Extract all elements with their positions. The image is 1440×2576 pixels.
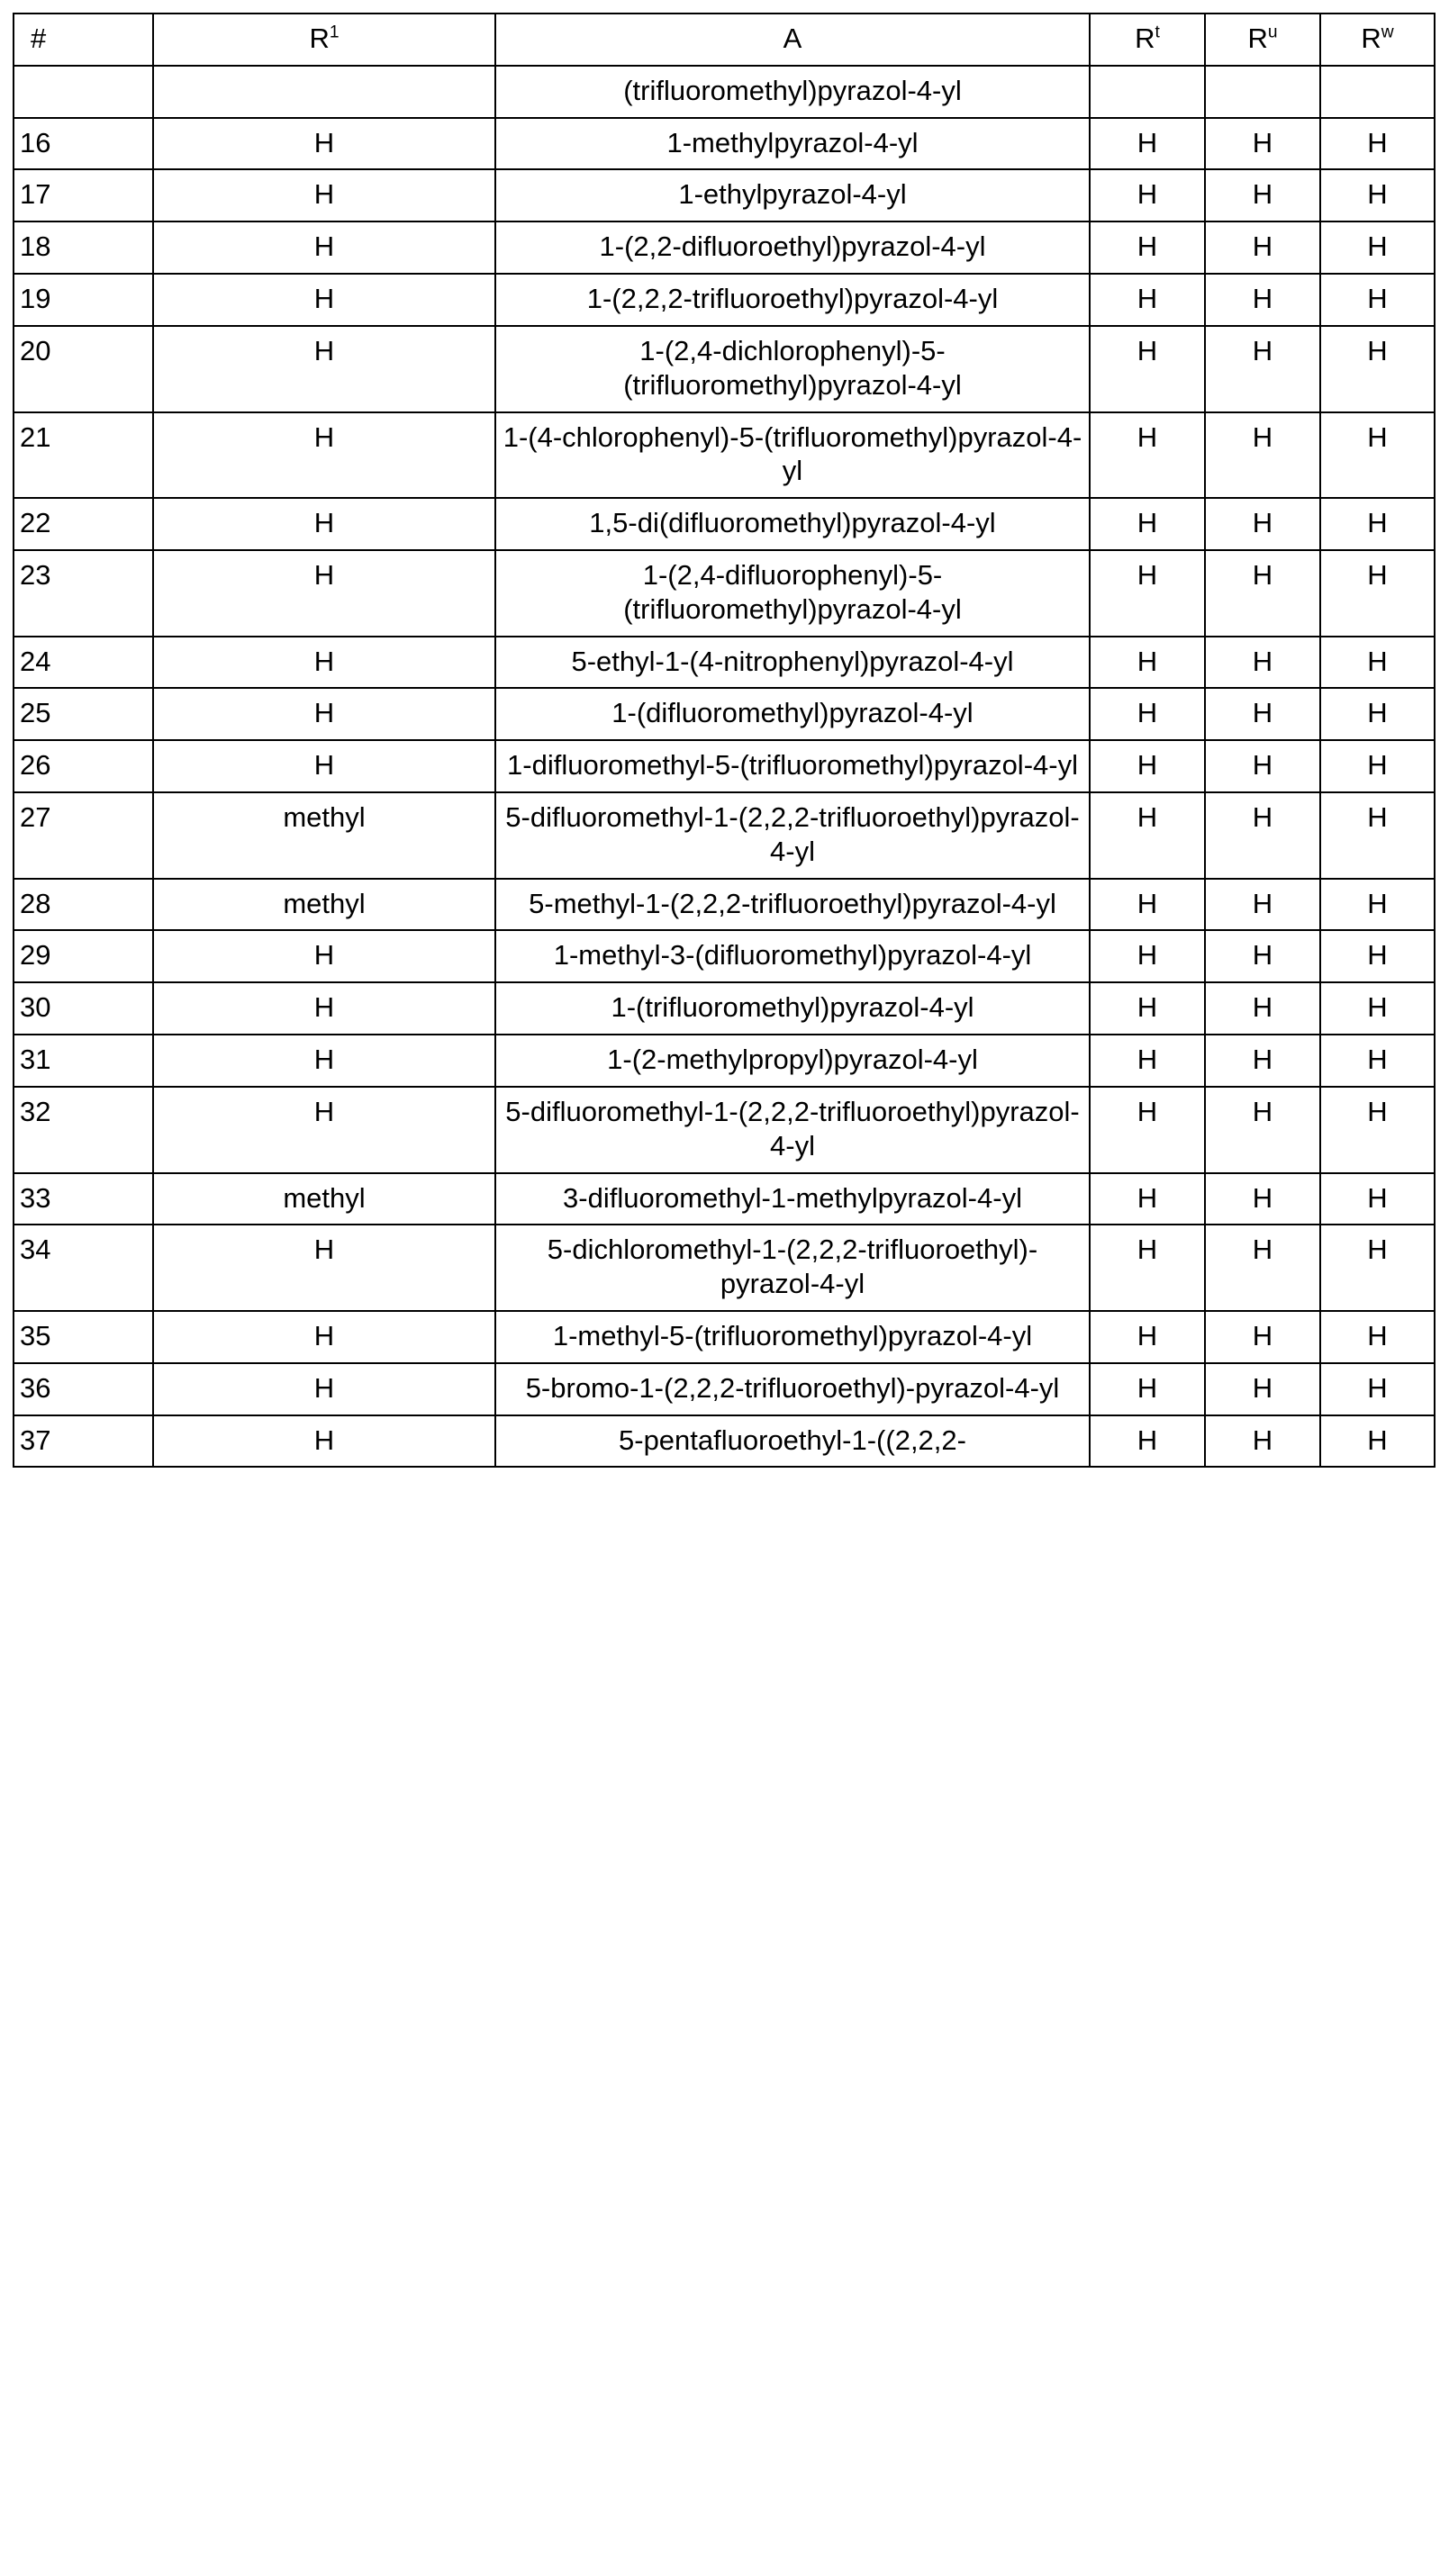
cell-r1: H: [153, 740, 495, 792]
table-row: [14, 740, 1435, 792]
table-row: [14, 550, 1435, 637]
cell-rt: H: [1090, 412, 1205, 499]
cell-number: 34: [14, 1225, 153, 1311]
substituent-table: [13, 13, 1435, 1468]
cell-number: 20: [14, 326, 153, 412]
cell-ru: H: [1205, 982, 1320, 1035]
cell-rt: H: [1090, 118, 1205, 170]
cell-a: 3-difluoromethyl-1-methylpyrazol-4-yl: [495, 1173, 1090, 1225]
cell-ru: H: [1205, 326, 1320, 412]
cell-rt: H: [1090, 1415, 1205, 1468]
cell-rt: H: [1090, 637, 1205, 689]
cell-number: 36: [14, 1363, 153, 1415]
cell-a: 1-(trifluoromethyl)pyrazol-4-yl: [495, 982, 1090, 1035]
cell-rt: H: [1090, 1173, 1205, 1225]
cell-rt: [1090, 66, 1205, 118]
cell-number: 24: [14, 637, 153, 689]
cell-rw: H: [1320, 982, 1435, 1035]
column-header-ru-superscript: u: [1267, 23, 1278, 42]
column-header-ru: $R^u$: [1205, 14, 1320, 66]
cell-a: 5-bromo-1-(2,2,2-trifluoroethyl)-pyrazol-4-yl: [495, 1363, 1090, 1415]
column-header-number: #: [14, 14, 153, 66]
cell-ru: H: [1205, 1225, 1320, 1311]
cell-a: 1-methyl-5-(trifluoromethyl)pyrazol-4-yl: [495, 1311, 1090, 1363]
cell-rt: H: [1090, 550, 1205, 637]
cell-r1: H: [153, 498, 495, 550]
cell-ru: H: [1205, 1173, 1320, 1225]
cell-number: 29: [14, 930, 153, 982]
cell-r1: methyl: [153, 792, 495, 879]
cell-number: 28: [14, 879, 153, 931]
cell-number: 32: [14, 1087, 153, 1173]
cell-a: 1-(difluoromethyl)pyrazol-4-yl: [495, 688, 1090, 740]
cell-ru: H: [1205, 274, 1320, 326]
cell-rw: H: [1320, 1415, 1435, 1468]
cell-ru: H: [1205, 1363, 1320, 1415]
cell-rt: H: [1090, 221, 1205, 274]
cell-number: 33: [14, 1173, 153, 1225]
cell-rt: H: [1090, 792, 1205, 879]
cell-a: 1-ethylpyrazol-4-yl: [495, 169, 1090, 221]
cell-ru: H: [1205, 1415, 1320, 1468]
cell-rw: H: [1320, 326, 1435, 412]
table-row: [14, 1087, 1435, 1173]
cell-rt: H: [1090, 930, 1205, 982]
table-body: [14, 14, 1435, 1467]
cell-number: 16: [14, 118, 153, 170]
cell-rt: H: [1090, 1087, 1205, 1173]
cell-r1: H: [153, 118, 495, 170]
cell-ru: H: [1205, 740, 1320, 792]
table-row: [14, 221, 1435, 274]
cell-ru: H: [1205, 1035, 1320, 1087]
cell-number: 25: [14, 688, 153, 740]
cell-r1: H: [153, 1035, 495, 1087]
cell-rw: H: [1320, 221, 1435, 274]
cell-rw: H: [1320, 740, 1435, 792]
cell-rw: H: [1320, 1311, 1435, 1363]
cell-rt: H: [1090, 1363, 1205, 1415]
cell-ru: H: [1205, 792, 1320, 879]
cell-a: 5-dichloromethyl-1-(2,2,2-trifluoroethyl)-pyrazol-4-yl: [495, 1225, 1090, 1311]
cell-number: [14, 66, 153, 118]
cell-rt: H: [1090, 1225, 1205, 1311]
cell-rw: H: [1320, 169, 1435, 221]
cell-a: 5-difluoromethyl-1-(2,2,2-trifluoroethyl)pyrazol-4-yl: [495, 792, 1090, 879]
cell-number: 30: [14, 982, 153, 1035]
table-row: [14, 1415, 1435, 1468]
table-header-row: [14, 14, 1435, 66]
cell-r1: H: [153, 1225, 495, 1311]
cell-rw: H: [1320, 1087, 1435, 1173]
cell-a: 5-methyl-1-(2,2,2-trifluoroethyl)pyrazol-4-yl: [495, 879, 1090, 931]
table-row: [14, 1311, 1435, 1363]
cell-a: 1-(2,2,2-trifluoroethyl)pyrazol-4-yl: [495, 274, 1090, 326]
cell-rt: H: [1090, 274, 1205, 326]
cell-r1: H: [153, 930, 495, 982]
cell-rw: H: [1320, 274, 1435, 326]
cell-a: 5-ethyl-1-(4-nitrophenyl)pyrazol-4-yl: [495, 637, 1090, 689]
cell-number: 31: [14, 1035, 153, 1087]
cell-number: 21: [14, 412, 153, 499]
cell-rw: H: [1320, 1225, 1435, 1311]
table-row: [14, 637, 1435, 689]
table-row: [14, 169, 1435, 221]
table-row: [14, 66, 1435, 118]
table-row: [14, 792, 1435, 879]
cell-a: 5-pentafluoroethyl-1-((2,2,2-: [495, 1415, 1090, 1468]
cell-number: 22: [14, 498, 153, 550]
cell-rw: H: [1320, 1035, 1435, 1087]
cell-rt: H: [1090, 982, 1205, 1035]
table-row: [14, 1363, 1435, 1415]
cell-ru: H: [1205, 169, 1320, 221]
cell-rw: H: [1320, 879, 1435, 931]
cell-rw: H: [1320, 1363, 1435, 1415]
cell-rt: H: [1090, 326, 1205, 412]
column-header-r1: $R^1$: [153, 14, 495, 66]
cell-rw: H: [1320, 1173, 1435, 1225]
cell-a: 1-(2,2-difluoroethyl)pyrazol-4-yl: [495, 221, 1090, 274]
table-row: [14, 1035, 1435, 1087]
cell-r1: H: [153, 982, 495, 1035]
cell-rw: H: [1320, 550, 1435, 637]
cell-a: 1,5-di(difluoromethyl)pyrazol-4-yl: [495, 498, 1090, 550]
cell-number: 18: [14, 221, 153, 274]
table-row: [14, 879, 1435, 931]
cell-ru: H: [1205, 498, 1320, 550]
cell-a: 1-(2,4-dichlorophenyl)-5-(trifluoromethyl)pyrazol-4-yl: [495, 326, 1090, 412]
cell-rw: H: [1320, 930, 1435, 982]
cell-rw: H: [1320, 637, 1435, 689]
cell-ru: H: [1205, 221, 1320, 274]
table-row: [14, 412, 1435, 499]
cell-number: 37: [14, 1415, 153, 1468]
cell-a: 1-(4-chlorophenyl)-5-(trifluoromethyl)pyrazol-4-yl: [495, 412, 1090, 499]
cell-rw: H: [1320, 118, 1435, 170]
cell-r1: H: [153, 1415, 495, 1468]
cell-ru: H: [1205, 1311, 1320, 1363]
cell-a: (trifluoromethyl)pyrazol-4-yl: [495, 66, 1090, 118]
column-header-rw-superscript: w: [1381, 23, 1394, 42]
cell-a: 1-(2-methylpropyl)pyrazol-4-yl: [495, 1035, 1090, 1087]
cell-r1: H: [153, 274, 495, 326]
cell-a: 1-(2,4-difluorophenyl)-5-(trifluoromethyl)pyrazol-4-yl: [495, 550, 1090, 637]
cell-r1: H: [153, 1087, 495, 1173]
cell-rt: H: [1090, 1311, 1205, 1363]
cell-rw: H: [1320, 688, 1435, 740]
table-row: [14, 1225, 1435, 1311]
cell-a: 1-methylpyrazol-4-yl: [495, 118, 1090, 170]
cell-a: 1-methyl-3-(difluoromethyl)pyrazol-4-yl: [495, 930, 1090, 982]
cell-rt: H: [1090, 688, 1205, 740]
cell-ru: H: [1205, 1087, 1320, 1173]
table-row: [14, 930, 1435, 982]
cell-ru: H: [1205, 930, 1320, 982]
cell-rt: H: [1090, 1035, 1205, 1087]
cell-rt: H: [1090, 740, 1205, 792]
cell-r1: H: [153, 550, 495, 637]
cell-r1: H: [153, 1363, 495, 1415]
column-header-r1-superscript: 1: [329, 23, 340, 42]
cell-ru: H: [1205, 550, 1320, 637]
cell-number: 35: [14, 1311, 153, 1363]
cell-r1: methyl: [153, 879, 495, 931]
column-header-rw: $R^w$: [1320, 14, 1435, 66]
cell-number: 26: [14, 740, 153, 792]
cell-rw: H: [1320, 412, 1435, 499]
column-header-rt-superscript: t: [1155, 23, 1160, 42]
cell-r1: methyl: [153, 1173, 495, 1225]
cell-number: 23: [14, 550, 153, 637]
cell-r1: [153, 66, 495, 118]
cell-rt: H: [1090, 169, 1205, 221]
cell-ru: H: [1205, 879, 1320, 931]
column-header-a: A: [495, 14, 1090, 66]
cell-r1: H: [153, 1311, 495, 1363]
cell-r1: H: [153, 326, 495, 412]
cell-rw: H: [1320, 792, 1435, 879]
cell-number: 27: [14, 792, 153, 879]
cell-a: 1-difluoromethyl-5-(trifluoromethyl)pyrazol-4-yl: [495, 740, 1090, 792]
cell-rt: H: [1090, 879, 1205, 931]
cell-rw: H: [1320, 498, 1435, 550]
cell-r1: H: [153, 169, 495, 221]
cell-ru: [1205, 66, 1320, 118]
table-row: [14, 498, 1435, 550]
cell-a: 5-difluoromethyl-1-(2,2,2-trifluoroethyl)pyrazol-4-yl: [495, 1087, 1090, 1173]
cell-r1: H: [153, 412, 495, 499]
table-row: [14, 1173, 1435, 1225]
cell-r1: H: [153, 221, 495, 274]
cell-ru: H: [1205, 637, 1320, 689]
cell-r1: H: [153, 688, 495, 740]
cell-ru: H: [1205, 688, 1320, 740]
cell-ru: H: [1205, 412, 1320, 499]
column-header-rt: $R^t$: [1090, 14, 1205, 66]
cell-ru: H: [1205, 118, 1320, 170]
table-row: [14, 326, 1435, 412]
table-row: [14, 118, 1435, 170]
cell-number: 17: [14, 169, 153, 221]
cell-rw: [1320, 66, 1435, 118]
cell-r1: H: [153, 637, 495, 689]
table-row: [14, 982, 1435, 1035]
table-row: [14, 688, 1435, 740]
cell-number: 19: [14, 274, 153, 326]
cell-rt: H: [1090, 498, 1205, 550]
table-row: [14, 274, 1435, 326]
